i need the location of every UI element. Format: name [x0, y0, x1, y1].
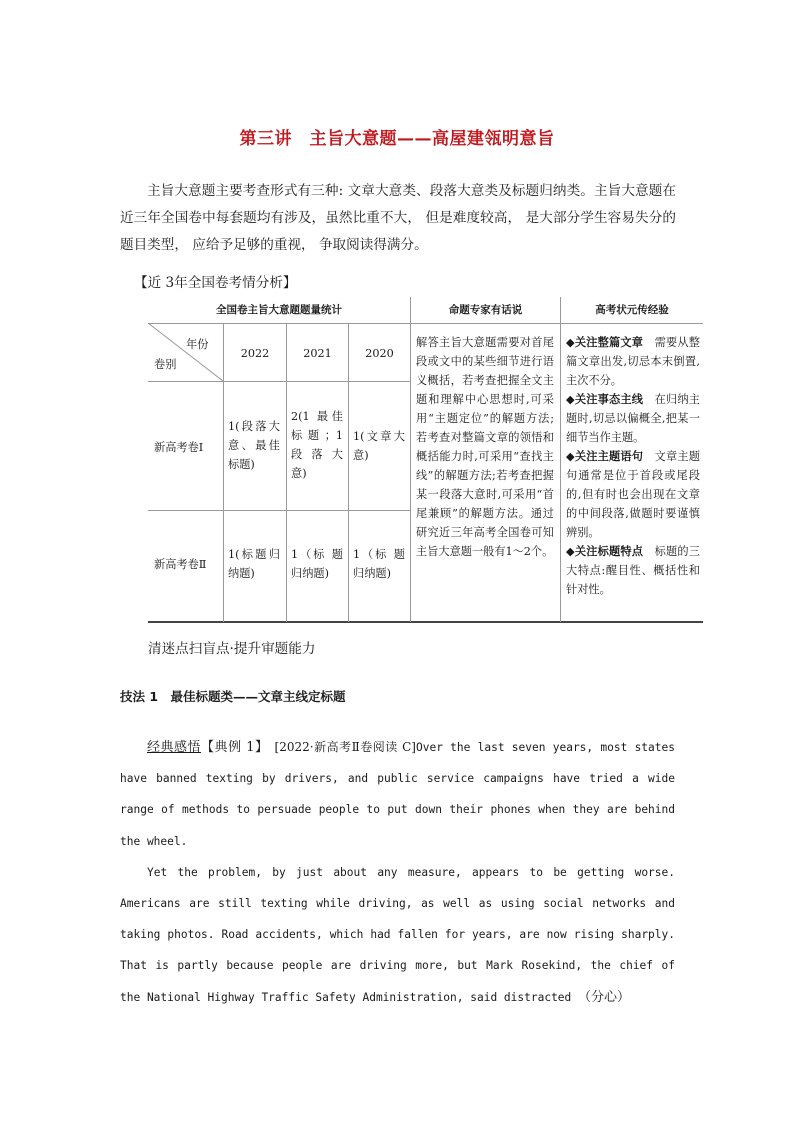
paper-1-label: 新高考卷Ⅰ	[154, 441, 204, 454]
example-passage	[120, 732, 675, 1013]
paper-2-2022: 1(标题归纳题)	[228, 548, 280, 580]
tips-list	[566, 333, 700, 599]
corner-paper-label: 卷别	[154, 358, 177, 371]
paper-2-2021: 1（标 题归纳题)	[291, 548, 343, 580]
skill-heading: 技法 1 最佳标题类——文章主线定标题	[120, 689, 346, 704]
table-col-divider	[560, 297, 561, 622]
paper-2-2020: 1（标 题归纳题)	[353, 548, 405, 580]
example-tag: 【典例 1】	[201, 740, 263, 755]
table-col-divider	[348, 323, 349, 622]
table-row-rule	[148, 510, 410, 511]
example-badge: 经典感悟	[147, 740, 202, 755]
table-col-divider	[410, 297, 411, 622]
corner-year-label: 年份	[186, 338, 209, 351]
expert-text: 解答主旨大意题需要对首尾段或文中的某些细节进行语义概括，若考查把握全文主题和理解中心思想时,可采用“主题定位”的解题方法;若考查对整篇文章的领悟和概括能力时,可采用“查找主线”的解题方法;若考查把握某一段落大意时,可采用“首尾兼顾”的解题方法。通过研究近三年高考全国卷可知主旨大意题一般有1～2个。	[416, 336, 554, 558]
table-row-rule	[148, 381, 410, 382]
table-bottom-rule	[148, 621, 703, 623]
passage-text: Yet the problem, by just about any measure, appears to be getting worse. Americans are still texting while driving, as well as using social networks and taking photos. Road accidents, which had fallen for years, are now rising sharply. That is partly because people are driving more, but Mark Rosekind, the chief of the National Highway Traffic Safety Administration, said distracted	[120, 865, 675, 1004]
tip-item: ◆关注整篇文章 需要从整篇文章出发,切忌本末倒置,主次不分。	[566, 336, 700, 387]
passage-gloss: （分心）	[578, 989, 631, 1005]
analysis-table	[148, 297, 703, 622]
paper-1-2021: 2(1 最佳标题；1 段 落 大意)	[291, 410, 343, 480]
table-header-rule	[148, 323, 703, 324]
year-2021: 2021	[303, 347, 332, 360]
analysis-heading: 【近 3年全国卷考情分析】	[134, 275, 297, 291]
header-expert: 命题专家有话说	[411, 297, 560, 323]
example-source: [2022·新高考Ⅱ卷阅读 C]	[262, 740, 416, 754]
paper-2-label: 新高考卷Ⅱ	[154, 558, 207, 571]
paper-1-2022: 1(段落大意、最佳标题)	[228, 420, 280, 471]
header-tips: 高考状元传经验	[561, 297, 703, 323]
section-heading: 清迷点扫盲点·提升审题能力	[148, 641, 316, 657]
intro-paragraph: 主旨大意题主要考查形式有三种: 文章大意类、段落大意类及标题归纳类。主旨大意题在近三年全国卷中每套题均有涉及，虽然比重不大， 但是难度较高， 是大部分学生容易失分的题目类型， 应给予足够的重视， 争取阅读得满分。	[120, 183, 676, 253]
year-2020: 2020	[365, 347, 394, 360]
tip-item: ◆关注主题语句 文章主题句通常是位于首段或尾段的,但有时也会出现在文章的中间段落,做题时要谨慎辨别。	[566, 450, 700, 539]
passage-text: Over the last seven years, most states have banned texting by drivers, and public service campaigns have tried a wide range of methods to persuade people to put down their phones when they are behind the wheel.	[120, 741, 675, 848]
paper-1-2020: 1(文章大意)	[353, 430, 405, 462]
passage-paragraph	[120, 857, 675, 1013]
page-title: 第三讲 主旨大意题——高屋建瓴明意旨	[239, 129, 555, 149]
tip-item: ◆关注标题特点 标题的三大特点:醒目性、概括性和针对性。	[566, 545, 700, 596]
passage-paragraph	[120, 732, 675, 857]
table-col-divider	[286, 323, 287, 622]
year-2022: 2022	[240, 347, 270, 360]
tip-item: ◆关注事态主线 在归纳主题时,切忌以偏概全,把某一细节当作主题。	[566, 393, 700, 444]
header-stats: 全国卷主旨大意题题量统计	[148, 297, 410, 323]
